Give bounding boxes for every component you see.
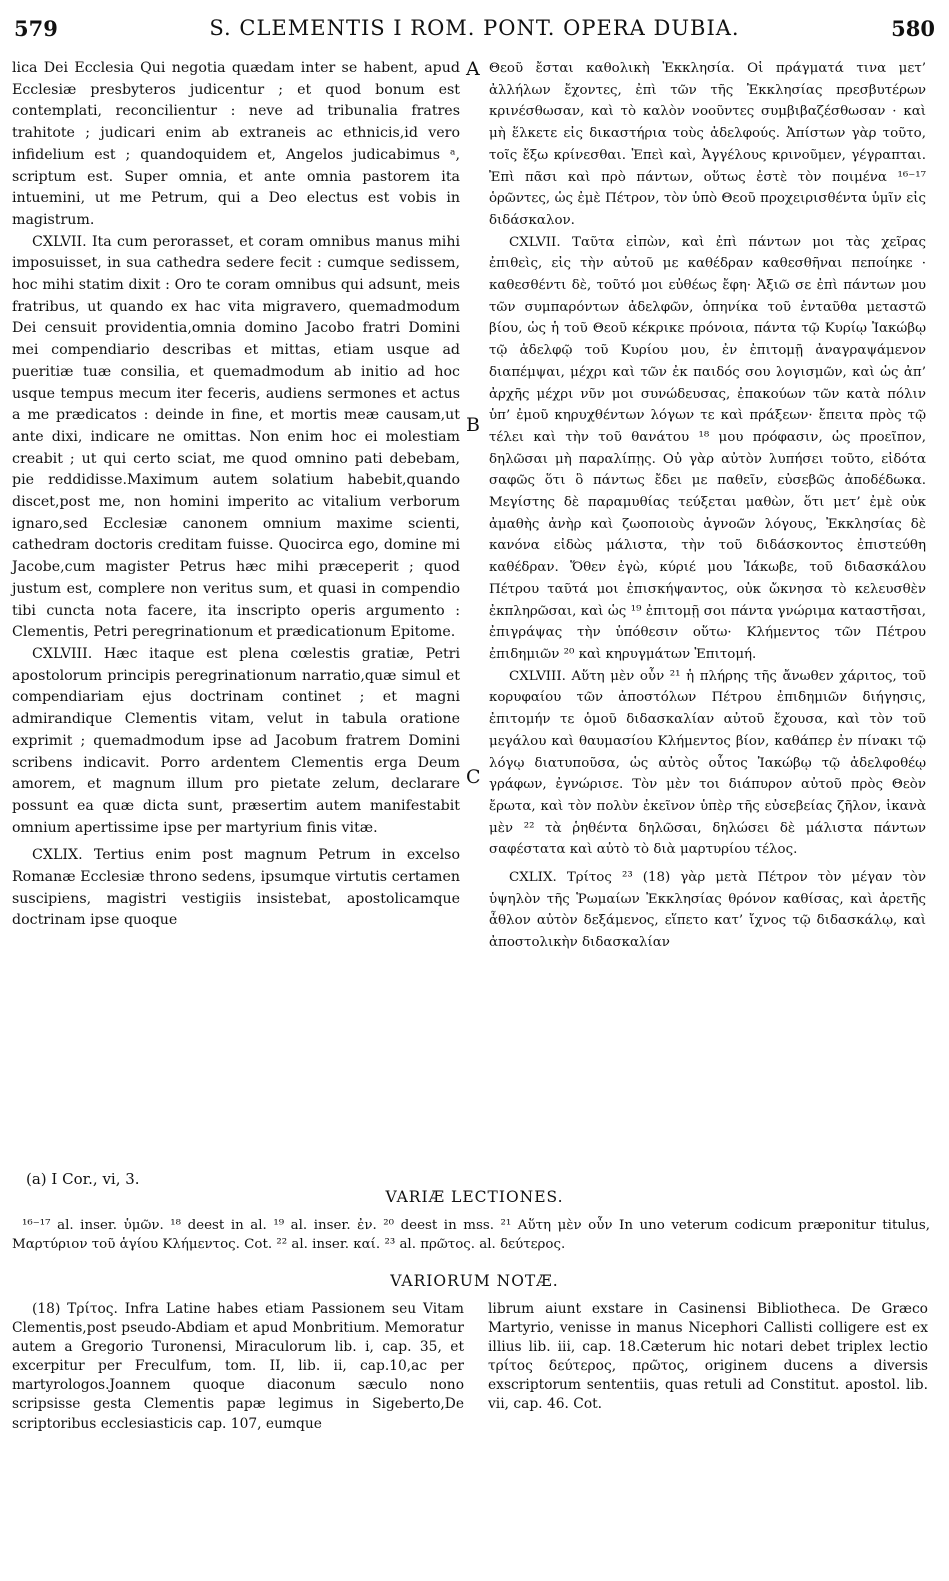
section-marker-a: A xyxy=(466,58,480,80)
greek-paragraph: Θεοῦ ἔσται καθολικὴ Ἐκκλησία. Οἱ πράγματά τινα μετ’ ἀλλήλων ἔχοντες, ἐπὶ τῶν τῆς Ἐκκλησίας πρεσβυτέρων κρινέσθωσαν, καὶ τὸ καλὸν νοοῦντες συμβιβαζέσθωσαν · καὶ μὴ ἕλκετε εἰς δικαστήρια τοὺς ἀδελφούς. Ἀπίστων γὰρ τοῦτο, τοῖς ἔξω κρίνεσθαι. Ἐπεὶ καὶ, Ἀγγέλους κρινοῦμεν, γέγραπται. Ἐπὶ πᾶσι καὶ πρὸ πάντων, οὕτως ἐστὲ τὸν ποιμένα ¹⁶⁻¹⁷ ὁρῶντες, ὡς ἐμὲ Πέτρον, τὸν ὑπὸ Θεοῦ προχειρισθέντα ὑμῖν εἰς διδάσκαλον. xyxy=(489,61,926,228)
variae-text: ¹⁶⁻¹⁷ al. inser. ὑμῶν. ¹⁸ deest in al. ¹⁹ al. inser. ἐν. ²⁰ deest in mss. ²¹ Αὕτη μὲν οὖν In uno veterum codicum præponitur titulus, Μαρτύριον τοῦ ἁγίου Κλήμεντος. Cot. ²² al. inser. καί. ²³ al. πρῶτος. al. δεύτερος. xyxy=(12,1218,930,1252)
notae-text-left: (18) Τρίτος. Infra Latine habes etiam Passionem seu Vitam Clementis,post pseudo-Abdiam et apud Monbritium. Memoratur autem a Gregorio Turonensi, Miraculorum lib. i, cap. 35, et excerpitur per Freculfum, tom. II, lib. ii, cap.10,ac per martyrologos.Joannem quoque diaconum sæculo nono scripsisse gesta Clementis papæ legimus in Sigeberto,De scriptoribus ecclesiasticis cap. 107, eumque xyxy=(12,1301,464,1432)
latin-paragraph: CXLVIII. Hæc itaque est plena cœlestis gratiæ, Petri apostolorum principis peregrinationum narratio,quæ simul et compendiariam ejus doctrinam continet ; et magni admirandique Clementis vitam, velut in tabula oratione exprimit ; quemadmodum ipse ad Jacobum fratrem Domini scribens indicavit. Porro ardentem Clementis erga Deum amorem, et magnum illum pro pietate zelum, declarare possunt ea quæ dicta sunt, præsertim autem manifestabit omnium apertissime ipse per martyrium finis vitæ. xyxy=(12,645,460,836)
greek-column xyxy=(489,58,926,954)
section-marker-c: C xyxy=(466,766,481,788)
section-marker-b: B xyxy=(466,414,480,436)
greek-paragraph: CXLIX. Τρίτος ²³ (18) γὰρ μετὰ Πέτρον τὸν μέγαν τὸν ὑψηλὸν τῆς Ῥωμαίων Ἐκκλησίας θρόνον καθίσας, καὶ ἀρετῆς ἆθλον αὐτὸν δεξάμενος, εἵπετο κατ’ ἴχνος τῷ διδασκάλῳ, καὶ ἀποστολικὴν διδασκαλίαν xyxy=(489,870,926,951)
greek-paragraph: CXLVII. Ταῦτα εἰπὼν, καὶ ἐπὶ πάντων μοι τὰς χεῖρας ἐπιθεὶς, εἰς τὴν αὐτοῦ με καθέδραν καθεσθῆναι πεποίηκε · καθεσθέντι δὲ, τοῦτό μοι εὐθέως ἔφη· Ἀξιῶ σε ἐπὶ πάντων μου τῶν συμπαρόντων ἀδελφῶν, ὁπηνίκα τοῦ ἐνταῦθα μεταστῶ βίου, ὡς ἡ τοῦ Θεοῦ κέκρικε πρόνοια, πάντα τῷ Κυρίῳ Ἰακώβῳ τῷ ἀδελφῷ τοῦ Κυρίου μου, ἐν ἐπιτομῇ ἀναγραψάμενον διαπέμψαι, μέχρι καὶ τῶν ἐκ παιδός σου λογισμῶν, καὶ ὡς ἀπ’ ἀρχῆς μέχρι νῦν μοι συνώδευσας, ἐπακούων τῶν κατὰ πόλιν ὑπ’ ἐμοῦ κηρυχθέντων λόγων τε καὶ πράξεων· ἔπειτα πρὸς τῷ τέλει καὶ τὴν τοῦ θανάτου ¹⁸ μου πρόφασιν, ὡς προεῖπον, δηλῶσαι μὴ παραλίπῃς. Οὐ γὰρ αὐτὸν λυπήσει τοῦτο, εἰδότα σαφῶς ὅτι ὃ πάντως ἔδει με παθεῖν, εὐσεβῶς ἀποδέδωκα. Μεγίστης δὲ παραμυθίας τεύξεται μαθὼν, ὅτι μετ’ ἐμὲ οὐκ ἀμαθὴς ἀνὴρ καὶ ζωοποιοὺς ἀγνοῶν λόγους, Ἐκκλησίας δὲ κανόνα εἰδὼς μάλιστα, τὴν τοῦ διδάσκοντος ἐπιστεύθη καθέδραν. Ὅθεν ἐγὼ, κύριέ μου Ἰάκωβε, τοῦ διδασκάλου Πέτρου ταῦτά μοι ἐπισκήψαντος, οὐκ ὤκνησα τὸ κελευσθὲν ἐκπληρῶσαι, καὶ ὡς ¹⁹ ἐπιτομῇ σοι πάντα γνώριμα καταστῆσαι, ἐπιγράψας τὴν ὑπόθεσιν οὕτω· Κλήμεντος τῶν Πέτρου ἐπιδημιῶν ²⁰ καὶ κηρυγμάτων Ἐπιτομή. xyxy=(489,234,926,662)
running-title: S. CLEMENTIS I ROM. PONT. OPERA DUBIA. xyxy=(209,16,740,40)
variae-title: VARIÆ LECTIONES. xyxy=(385,1188,564,1206)
notae-right-column xyxy=(488,1300,928,1415)
notae-title: VARIORUM NOTÆ. xyxy=(390,1272,559,1290)
page-number-right: 580 xyxy=(891,16,935,41)
footnote-a: (a) I Cor., vi, 3. xyxy=(26,1170,140,1188)
variae-lectiones xyxy=(12,1216,930,1254)
latin-paragraph: CXLIX. Tertius enim post magnum Petrum in excelso Romanæ Ecclesiæ throno sedens, ipsumque virtutis certamen suscipiens, magistri vestigiis insistebat, apostolicamque doctrinam ipse quoque xyxy=(12,847,460,929)
greek-paragraph: CXLVIII. Αὕτη μὲν οὖν ²¹ ἡ πλήρης τῆς ἄνωθεν χάριτος, τοῦ κορυφαίου τῶν ἀποστόλων Πέτρου ἐπιδημιῶν διήγησις, ἐπιτομήν τε ὁμοῦ διδασκαλίαν αὐτοῦ ἔχουσα, καὶ τὸν τοῦ μεγάλου καὶ θαυμασίου Κλήμεντος βίον, καθάπερ ἐν πίνακι τῷ λόγῳ διατυποῦσα, ὡς αὐτὸς οὗτος Ἰακώβῳ τῷ ἀδελφοθέῳ γράφων, ἐγνώρισε. Τὸν μὲν τοι διάπυρον αὐτοῦ πρὸς Θεὸν ἔρωτα, καὶ τὸν πολὺν ἐκεῖνον ὑπὲρ τῆς εὐσεβείας ζῆλον, ἱκανὰ μὲν ²² τὰ ῥηθέντα δηλῶσαι, δηλώσει δὲ μάλιστα πάντων σαφέστατα καὶ αὐτὸ τὸ διὰ μαρτυρίου τέλος. xyxy=(489,668,926,858)
notae-left-column xyxy=(12,1300,464,1434)
latin-paragraph: lica Dei Ecclesia Qui negotia quædam inter se habent, apud Ecclesiæ presbyteros judicentur ; et quod bonum est contemplati, reconcilientur : neve ad tribunalia fratres trahitote ; judicari enim ab extraneis ac ethnicis,id vero infidelium est ; quandoquidem et, Angelos judicabimus ᵃ, scriptum est. Super omnia, et ante omnia pastorem ita intuemini, ut me Petrum, qui a Deo electus est vobis in magistrum. xyxy=(12,60,460,228)
page-number-left: 579 xyxy=(14,16,58,41)
notae-text-right: librum aiunt exstare in Casinensi Bibliotheca. De Græco Martyrio, venisse in manus Nicephori Callisti colligere est ex illius lib. iii, cap. 18.Cæterum hic notari debet triplex lectio τρίτος δεύτερος, πρῶτος, originem ducens a diversis exscriptorum sententiis, quas retuli ad Constitut. apostol. lib. vii, cap. 46. Cot. xyxy=(488,1301,928,1413)
running-header xyxy=(14,16,935,48)
latin-column xyxy=(12,58,460,932)
latin-paragraph: CXLVII. Ita cum perorasset, et coram omnibus manus mihi imposuisset, in sua cathedra sedere fecit : cumque sedissem, hoc mihi statim dixit : Oro te coram omnibus qui adsunt, meis fratribus, ut quando ex hac vita migravero, quemadmodum Dei censuit providentia,omnia domino Jacobo fratri Domini mei compendiario describas et mittas, etiam usque ad pueritiæ tuæ consilia, et quemadmodum ab initio ad hoc usque tempus mecum iter feceris, audiens sermones et actus a me prædicatos : deinde in fine, et mortis meæ causam,ut ante dixi, indicare ne omittas. Non enim hoc ei molestiam creabit ; ut qui certo sciat, me quod omnino pati debebam, pie reddidisse.Maximum autem solatium habebit,quando discet,post me, non homini imperito ac vitalium verborum ignaro,sed Ecclesiæ canonem omnium maxime scienti, cathedram doctoris creditam fuisse. Quocirca ego, domine mi Jacobe,cum magister Petrus hæc mihi præceperit ; quod justum est, complere non veritus sum, et quasi in compendio tibi cuncta nota facere, ita inscripto operis argumento : Clementis, Petri peregrinationum et prædicationum Epitome. xyxy=(12,233,460,641)
